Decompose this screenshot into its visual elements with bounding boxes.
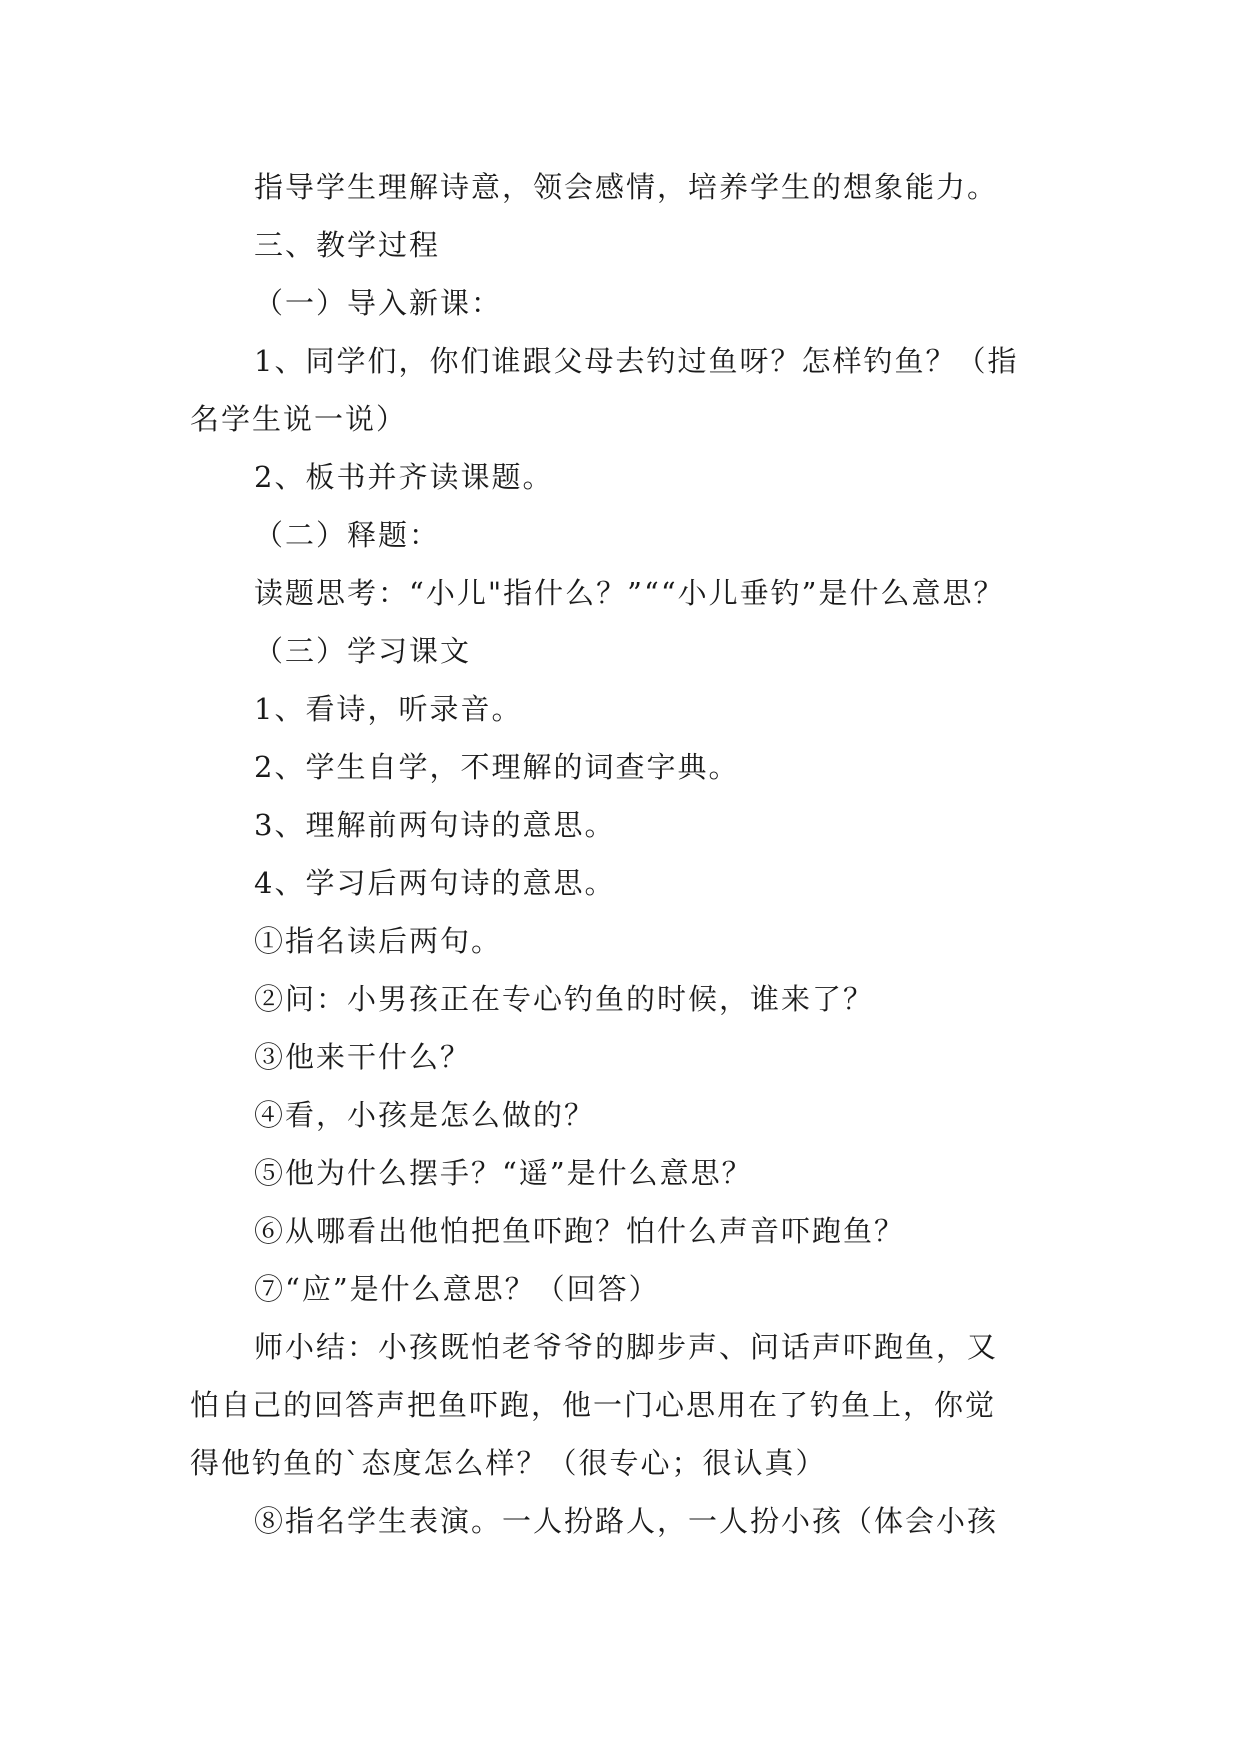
subsection-heading: （三）学习课文: [254, 634, 472, 668]
list-item: ②问：小男孩正在专心钓鱼的时候，谁来了？: [254, 982, 875, 1016]
subsection-heading: （一）导入新课：: [254, 286, 503, 320]
list-item: ⑥从哪看出他怕把鱼吓跑？怕什么声音吓跑鱼？: [254, 1214, 906, 1248]
paragraph-line: 指导学生理解诗意，领会感情，培养学生的想象能力。: [254, 170, 999, 204]
paragraph-line: 1、看诗，听录音。: [254, 692, 523, 726]
list-item: ⑧指名学生表演。一人扮路人，一人扮小孩（体会小孩: [254, 1504, 999, 1538]
document-body: [190, 158, 1060, 1550]
paragraph-line: 名学生说一说）: [190, 402, 408, 436]
paragraph-line: 师小结：小孩既怕老爷爷的脚步声、问话声吓跑鱼，又: [254, 1330, 999, 1364]
paragraph-line: 1、同学们，你们谁跟父母去钓过鱼呀？怎样钓鱼？（指: [254, 344, 1019, 378]
list-item: ③他来干什么？: [254, 1040, 472, 1074]
list-item: ④看，小孩是怎么做的？: [254, 1098, 596, 1132]
paragraph-line: 2、学生自学，不理解的词查字典。: [254, 750, 740, 784]
paragraph-line: 读题思考：“小儿"指什么？”““小儿垂钓”是什么意思？: [254, 576, 1005, 610]
list-item: ①指名读后两句。: [254, 924, 503, 958]
paragraph-line: 得他钓鱼的`态度怎么样？（很专心；很认真）: [190, 1446, 827, 1480]
subsection-heading: （二）释题：: [254, 518, 441, 552]
list-item: ⑦“应”是什么意思？（回答）: [254, 1272, 660, 1306]
paragraph-line: 2、板书并齐读课题。: [254, 460, 554, 494]
paragraph-line: 4、学习后两句诗的意思。: [254, 866, 616, 900]
section-heading: 三、教学过程: [254, 228, 441, 262]
paragraph-line: 怕自己的回答声把鱼吓跑，他一门心思用在了钓鱼上，你觉: [190, 1388, 997, 1422]
list-item: ⑤他为什么摆手？“遥”是什么意思？: [254, 1156, 753, 1190]
paragraph-line: 3、理解前两句诗的意思。: [254, 808, 616, 842]
